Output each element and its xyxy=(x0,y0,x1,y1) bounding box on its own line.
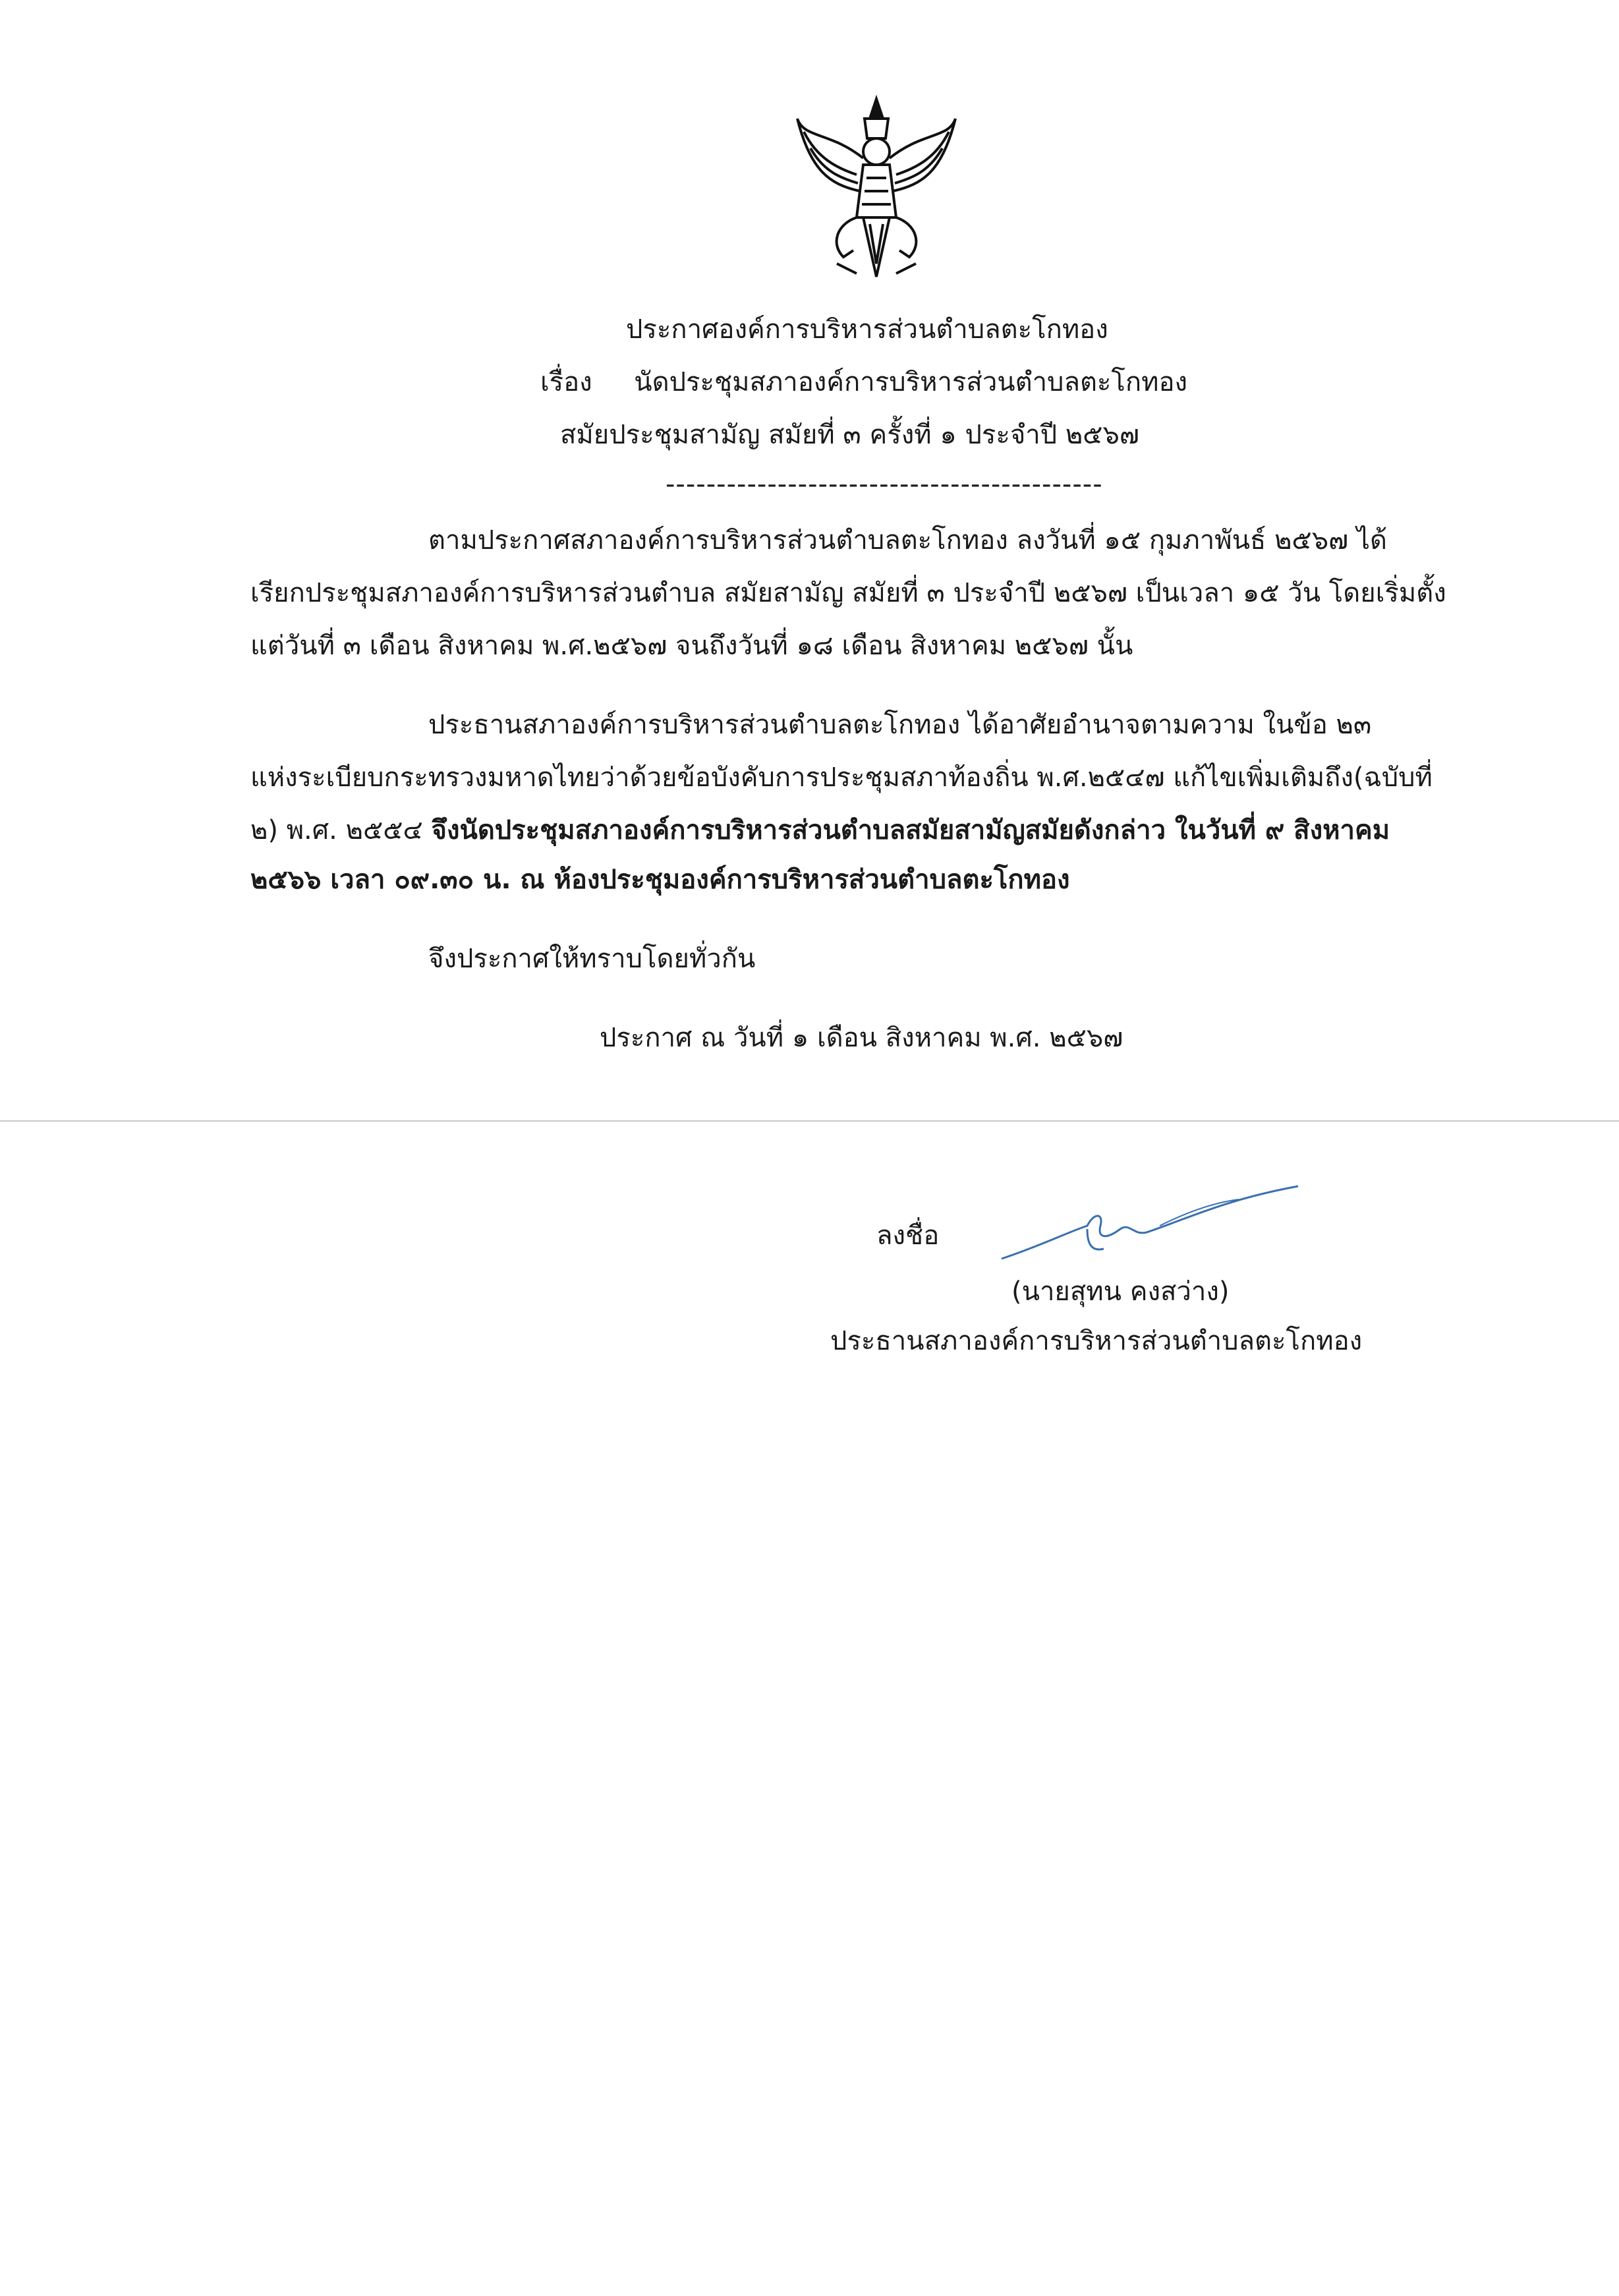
announcement-date: ประกาศ ณ วันที่ ๑ เดือน สิงหาคม พ.ศ. ๒๕๖๗ xyxy=(600,1023,1123,1053)
paragraph2-line3-normal: ๒) พ.ศ. ๒๕๕๔ xyxy=(250,815,432,846)
subject-line xyxy=(540,362,1187,402)
closing-statement: จึงประกาศให้ทราบโดยทั่วกัน xyxy=(428,944,756,974)
paragraph2-line1: ประธานสภาองค์การบริหารส่วนตำบลตะโกทอง ได้อาศัยอำนาจตามความ ในข้อ ๒๓ xyxy=(428,710,1372,740)
announcement-title: ประกาศองค์การบริหารส่วนตำบลตะโกทอง xyxy=(626,314,1108,345)
paragraph1-line2: เรียกประชุมสภาองค์การบริหารส่วนตำบล สมัยสามัญ สมัยที่ ๓ ประจำปี ๒๕๖๗ เป็นเวลา ๑๕ วัน โดยเริ่มตั้ง xyxy=(250,578,1446,608)
garuda-emblem-icon xyxy=(791,92,962,290)
paragraph2-line4: ๒๕๖๖ เวลา ๐๙.๓๐ น. ณ ห้องประชุมองค์การบริหารส่วนตำบลตะโกทอง xyxy=(250,865,1070,895)
subject-text: นัดประชุมสภาองค์การบริหารส่วนตำบลตะโกทอง xyxy=(634,367,1188,397)
paragraph1-line3: แต่วันที่ ๓ เดือน สิงหาคม พ.ศ.๒๕๖๗ จนถึงวันที่ ๑๘ เดือน สิงหาคม ๒๕๖๗ นั้น xyxy=(250,631,1133,661)
signature-mark-icon xyxy=(988,1173,1305,1278)
subject-label: เรื่อง xyxy=(540,367,592,397)
paragraph2-line2: แห่งระเบียบกระทรวงมหาดไทยว่าด้วยข้อบังคับการประชุมสภาท้องถิ่น พ.ศ.๒๕๔๗ แก้ไขเพิ่มเติมถึง(ฉบับที่ xyxy=(250,762,1433,793)
signature-label: ลงชื่อ xyxy=(876,1220,940,1251)
paragraph2-line3-bold: จึงนัดประชุมสภาองค์การบริหารส่วนตำบลสมัยสามัญสมัยดังกล่าว ในวันที่ ๙ สิงหาคม xyxy=(431,815,1390,846)
paragraph1-line1: ตามประกาศสภาองค์การบริหารส่วนตำบลตะโกทอง ลงวันที่ ๑๕ กุมภาพันธ์ ๒๕๖๗ ได้ xyxy=(428,525,1387,556)
fold-line xyxy=(0,1120,1619,1122)
signer-position: ประธานสภาองค์การบริหารส่วนตำบลตะโกทอง xyxy=(830,1326,1363,1356)
session-line: สมัยประชุมสามัญ สมัยที่ ๓ ครั้งที่ ๑ ประจำปี ๒๕๖๗ xyxy=(560,420,1139,450)
separator-line: ------------------------------------------- xyxy=(666,469,1103,500)
paragraph2-line3 xyxy=(250,811,1390,850)
signer-name: (นายสุทน คงสว่าง) xyxy=(1011,1277,1230,1307)
